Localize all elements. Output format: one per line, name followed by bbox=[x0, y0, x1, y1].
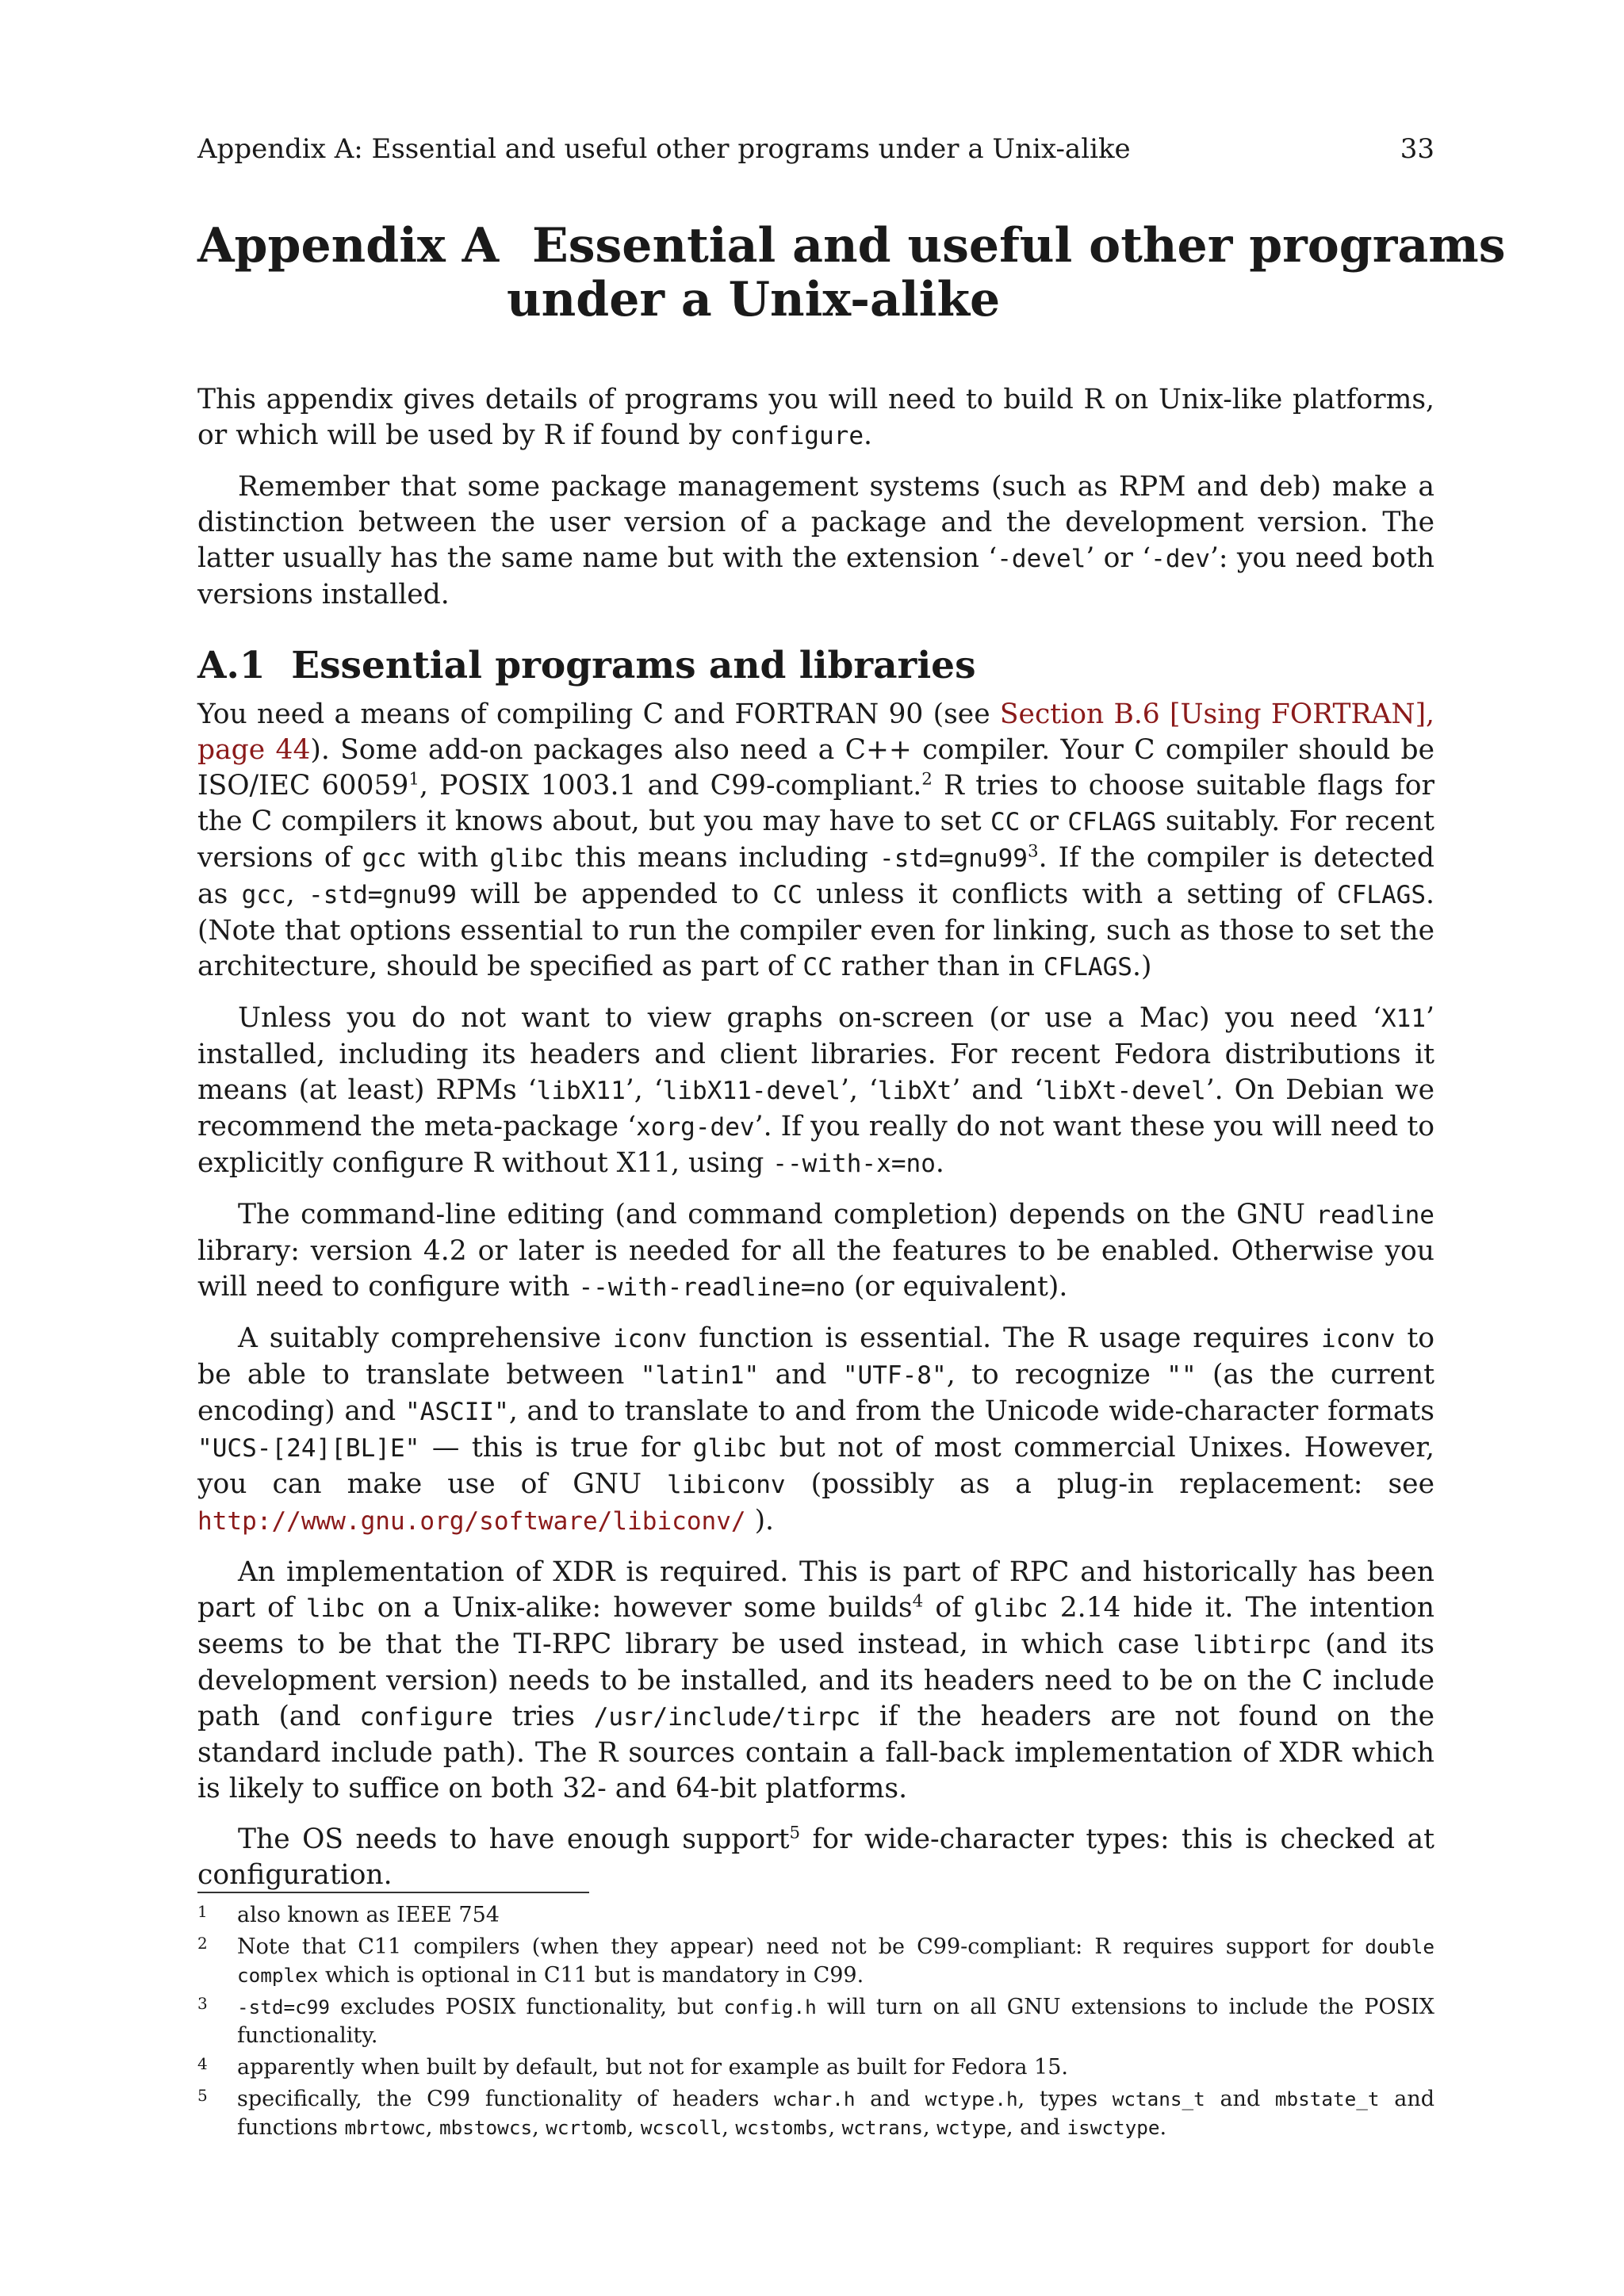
section-paragraph-5: An implementation of XDR is required. This is part of RPC and historically has been part of libc on a Unix-alike: however some builds$^4$ of glibc 2.14 hide it. The intention seems to be that the TI-RPC library be used instead, in which case libtirpc (and its development version) needs to be installed, and its headers need to be on the C include path (and configure tries /usr/include/tirpc if the headers are not found on the standard include path). The R sources contain a fall-back implementation of XDR which is likely to suffice on both 32- and 64-bit platforms. bbox=[197, 1556, 1435, 1804]
footnote-ref-3[interactable]: 3 bbox=[1027, 841, 1039, 862]
intro-paragraph-1: This appendix gives details of programs you will need to build R on Unix-like platforms, or which will be used by R if found by configure. bbox=[197, 384, 1434, 451]
footnote-ref-2[interactable]: 2 bbox=[921, 769, 933, 790]
footnote-4: 4 apparently when built by default, but not for example as built for Fedora 15. bbox=[197, 2054, 1068, 2080]
footnote-3: 3 -std=c99 excludes POSIX functionality, but config.h will turn on all GNU extensions to include the POSIX functionality. bbox=[197, 1994, 1434, 2048]
footnote-5: 5 specifically, the C99 functionality of headers wchar.h and wctype.h, types wctans_t and mbstate_t and functions mbrtowc, mbstowcs, wcrtomb, wcscoll, wcstombs, wctrans, wctype, and iswctype. bbox=[197, 2086, 1434, 2140]
running-head bbox=[197, 133, 1434, 165]
footnote-ref-4[interactable]: 4 bbox=[912, 1591, 924, 1612]
libiconv-url-link[interactable]: http://www.gnu.org/software/libiconv/ bbox=[197, 1507, 746, 1536]
section-paragraph-4: A suitably comprehensive iconv function is essential. The R usage requires iconv to be able to translate between "latin1" and "UTF-8", to recognize "" (as the current encoding) and "ASCII", and to translate to and from the Unicode wide-character formats "UCS-[24][BL]E" — this is true for glibc but not of most commercial Unixes. However, you can make use of GNU libiconv (possibly as a plug-in replacement: see http://www.gnu.org/software/libiconv/ ). bbox=[197, 1322, 1435, 1536]
code-configure: configure bbox=[730, 422, 864, 450]
section-paragraph-1: You need a means of compiling C and FORTRAN 90 (see Section B.6 [Using FORTRAN], page 44). Some add-on packages also need a C++ compiler. Your C compiler should be ISO/IEC 60059$^1$, POSIX 1003.1 and C99-compliant.$^2$ R tries to choose suitable flags for the C compilers it knows about, but you may have to set CC or CFLAGS suitably. For recent versions of gcc with glibc this means including $-std=gnu99^3$. If the compiler is detected as gcc, -std=gnu99 will be appended to CC unless it conflicts with a setting of CFLAGS. (Note that options essential to run the compiler even for linking, such as those to set the architecture, should be specified as part of CC rather than in CFLAGS.) bbox=[197, 698, 1435, 982]
running-head-title: Appendix A: Essential and useful other programs under a Unix-alike bbox=[197, 133, 1131, 165]
body-text bbox=[197, 382, 1434, 1908]
footnotes bbox=[197, 1901, 1434, 2145]
section-paragraph-3: The command-line editing (and command completion) depends on the GNU readline library: version 4.2 or later is needed for all the features to be enabled. Otherwise you will need to configure with --with-readline=no (or equivalent). bbox=[197, 1199, 1434, 1303]
footnote-2: 2 Note that C11 compilers (when they appear) need not be C99-compliant: R requires support for double complex which is optional in C11 but is mandatory in C99. bbox=[197, 1934, 1434, 1988]
intro-paragraph-2: Remember that some package management systems (such as RPM and deb) make a distinction between the user version of a package and the development version. The latter usually has the same name but with the extension ‘-devel’ or ‘-dev’: you need both versions installed. bbox=[197, 471, 1434, 610]
section-link[interactable]: Section B.6 [Using FORTRAN], page 44 bbox=[197, 698, 1434, 766]
footnote-divider bbox=[197, 1892, 589, 1893]
section-paragraph-6: The OS needs to have enough support$^5$ for wide-character types: this is checked at configuration. bbox=[197, 1823, 1434, 1891]
section-heading: A.1 Essential programs and libraries bbox=[197, 644, 976, 687]
chapter-title-line1: Appendix A Essential and useful other programs bbox=[197, 218, 1506, 274]
page-number: 33 bbox=[1400, 133, 1434, 165]
footnote-ref-1[interactable]: 1 bbox=[408, 769, 419, 790]
chapter-title-line2: under a Unix-alike bbox=[507, 272, 1001, 327]
chapter-title bbox=[197, 218, 1506, 327]
section-paragraph-2: Unless you do not want to view graphs on-screen (or use a Mac) you need ‘X11’ installed, including its headers and client libraries. For recent Fedora distributions it means (at least) RPMs ‘libX11’, ‘libX11-devel’, ‘libXt’ and ‘libXt-devel’. On Debian we recommend the meta-package ‘xorg-dev’. If you really do not want these you will need to explicitly configure R without X11, using --with-x=no. bbox=[197, 1002, 1434, 1179]
footnote-ref-5[interactable]: 5 bbox=[789, 1823, 801, 1843]
footnote-1: 1 also known as IEEE 754 bbox=[197, 1902, 500, 1927]
